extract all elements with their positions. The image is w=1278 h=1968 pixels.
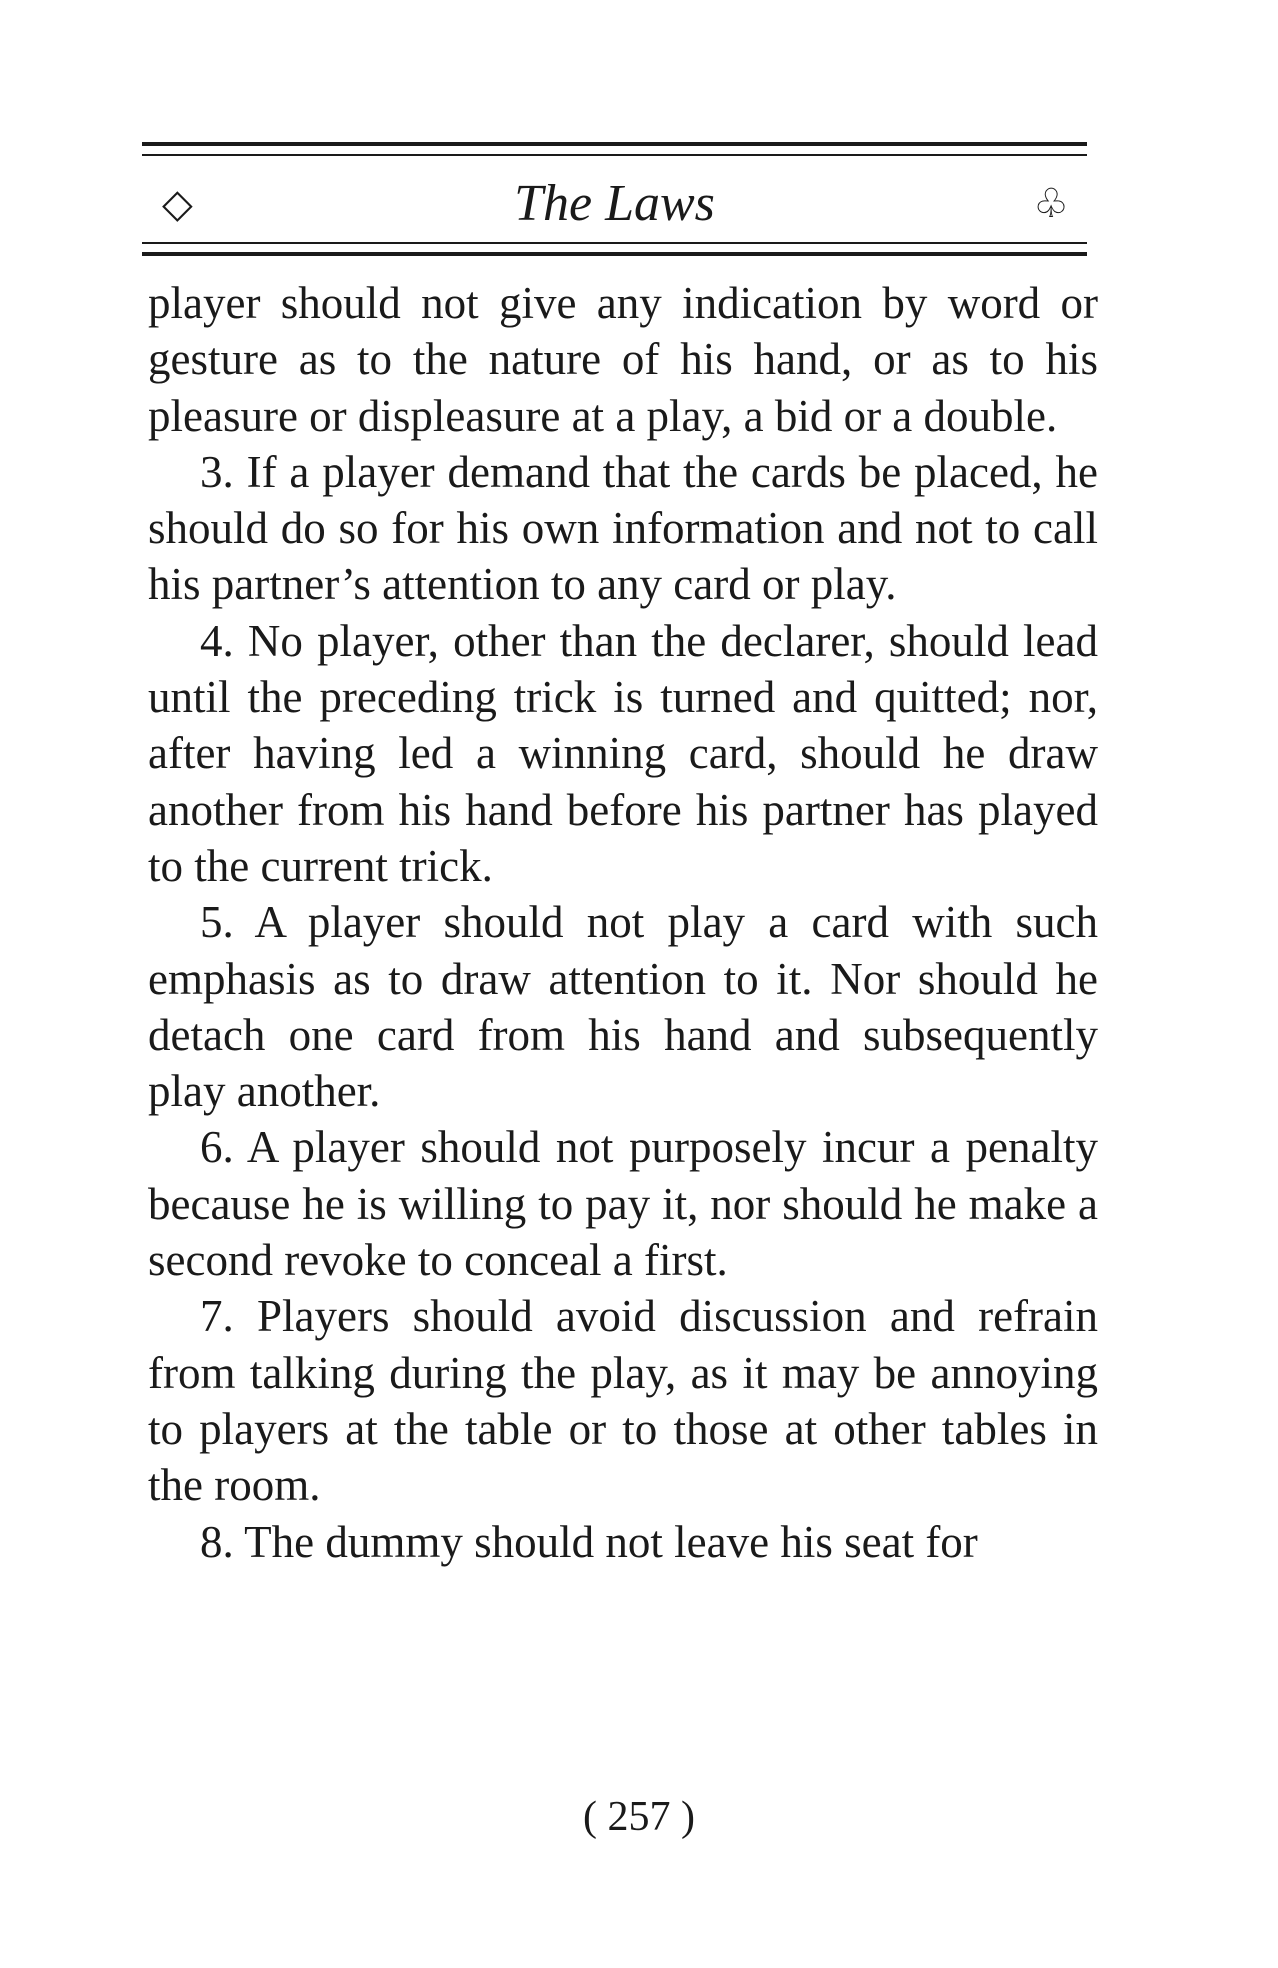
paragraph-rule-7: 7. Players should avoid discussion and refrain from talking during the play, as it may be annoying to players at the table or to those at other tables in the room.	[148, 1291, 1098, 1511]
paragraph-rule-6: 6. A player should not purposely incur a penalty because he is willing to pay it, nor should he make a second revoke to conceal a first.	[148, 1122, 1098, 1286]
running-head-title: The Laws	[514, 175, 715, 232]
header-rule-bottom-thick	[142, 252, 1087, 256]
club-suit-icon: ♧	[1033, 181, 1069, 226]
running-head	[142, 162, 1087, 242]
header-rule-top-thick	[142, 142, 1087, 146]
header-rule-bottom-thin	[142, 242, 1087, 244]
paragraph-rule-3: 3. If a player demand that the cards be placed, he should do so for his own information and not to call his partner’s attention to any card or play.	[148, 446, 1098, 610]
header-rule-top-thin	[142, 154, 1087, 156]
paragraph-continuation: player should not give any indication by word or gesture as to the nature of his hand, or as to his pleasure or displeasure at a play, a bid or a double.	[148, 278, 1098, 441]
page-number: ( 257 )	[583, 1794, 695, 1840]
paragraph-rule-4: 4. No player, other than the declarer, should lead until the preceding trick is turned and quitted; nor, after having led a winning card, should he draw another from his hand before his partner has played to the current trick.	[148, 615, 1098, 891]
paragraph-rule-5: 5. A player should not play a card with such emphasis as to draw attention to it. Nor should he detach one card from his hand and subsequently play another.	[148, 897, 1098, 1117]
body-text	[148, 275, 1098, 1570]
paragraph-rule-8: 8. The dummy should not leave his seat for	[200, 1516, 978, 1567]
diamond-suit-icon: ◇	[162, 181, 193, 226]
